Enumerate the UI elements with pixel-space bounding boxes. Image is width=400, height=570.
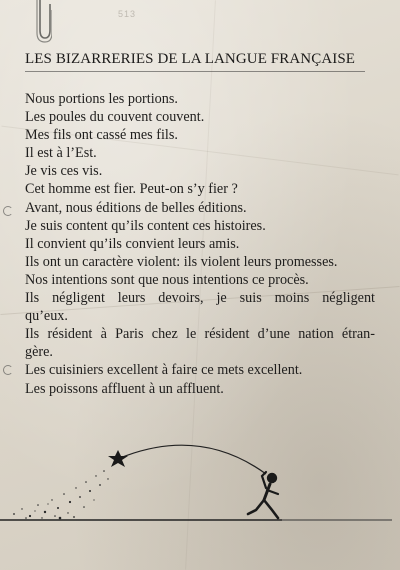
stick-figure-running-icon xyxy=(248,472,278,518)
star-icon xyxy=(108,450,128,467)
sentence-line: qu’eux. xyxy=(25,308,68,325)
faded-code: 513 xyxy=(118,9,137,19)
sentence-line: Les cuisiniers excellent à faire ce mets excellent. xyxy=(25,362,303,379)
sentence-line: Cet homme est fier. Peut-on s’y fier ? xyxy=(25,181,238,198)
paperclip-icon xyxy=(34,0,52,44)
sentence-line: Je vis ces vis. xyxy=(25,163,103,180)
sentence-line: Il convient qu’ils convient leurs amis. xyxy=(25,235,240,252)
sentence-line: Nos intentions sont que nous intentions ce procès. xyxy=(25,271,309,288)
sentence-line: Ils négligent leurs devoirs, je suis moins négligent xyxy=(25,290,375,307)
sentence-line: gère. xyxy=(25,344,53,361)
dust-speckles xyxy=(13,470,109,519)
sentence-line: Nous portions les portions. xyxy=(25,91,178,107)
title-underline xyxy=(25,71,365,72)
sentence-line: Ils ont un caractère violent: ils violent leurs promesses. xyxy=(25,253,338,270)
punch-hole xyxy=(3,365,13,375)
sentence-list xyxy=(25,90,375,398)
punch-hole xyxy=(3,206,13,216)
page-title: LES BIZARRERIES DE LA LANGUE FRANÇAISE xyxy=(25,51,356,67)
sentence-line: Avant, nous éditions de belles éditions. xyxy=(25,199,247,216)
sentence-line: Je suis content qu’ils content ces histoires. xyxy=(25,217,266,234)
sentence-line: Les poissons affluent à un affluent. xyxy=(25,380,224,397)
sentence-line: Ils résident à Paris chez le résident d’une nation étran- xyxy=(25,326,375,343)
sentence-line: Mes fils ont cassé mes fils. xyxy=(25,127,178,144)
sentence-line: Les poules du couvent couvent. xyxy=(25,109,205,126)
running-figure-illustration xyxy=(0,430,400,540)
sentence-line: Il est à l’Est. xyxy=(25,145,97,162)
